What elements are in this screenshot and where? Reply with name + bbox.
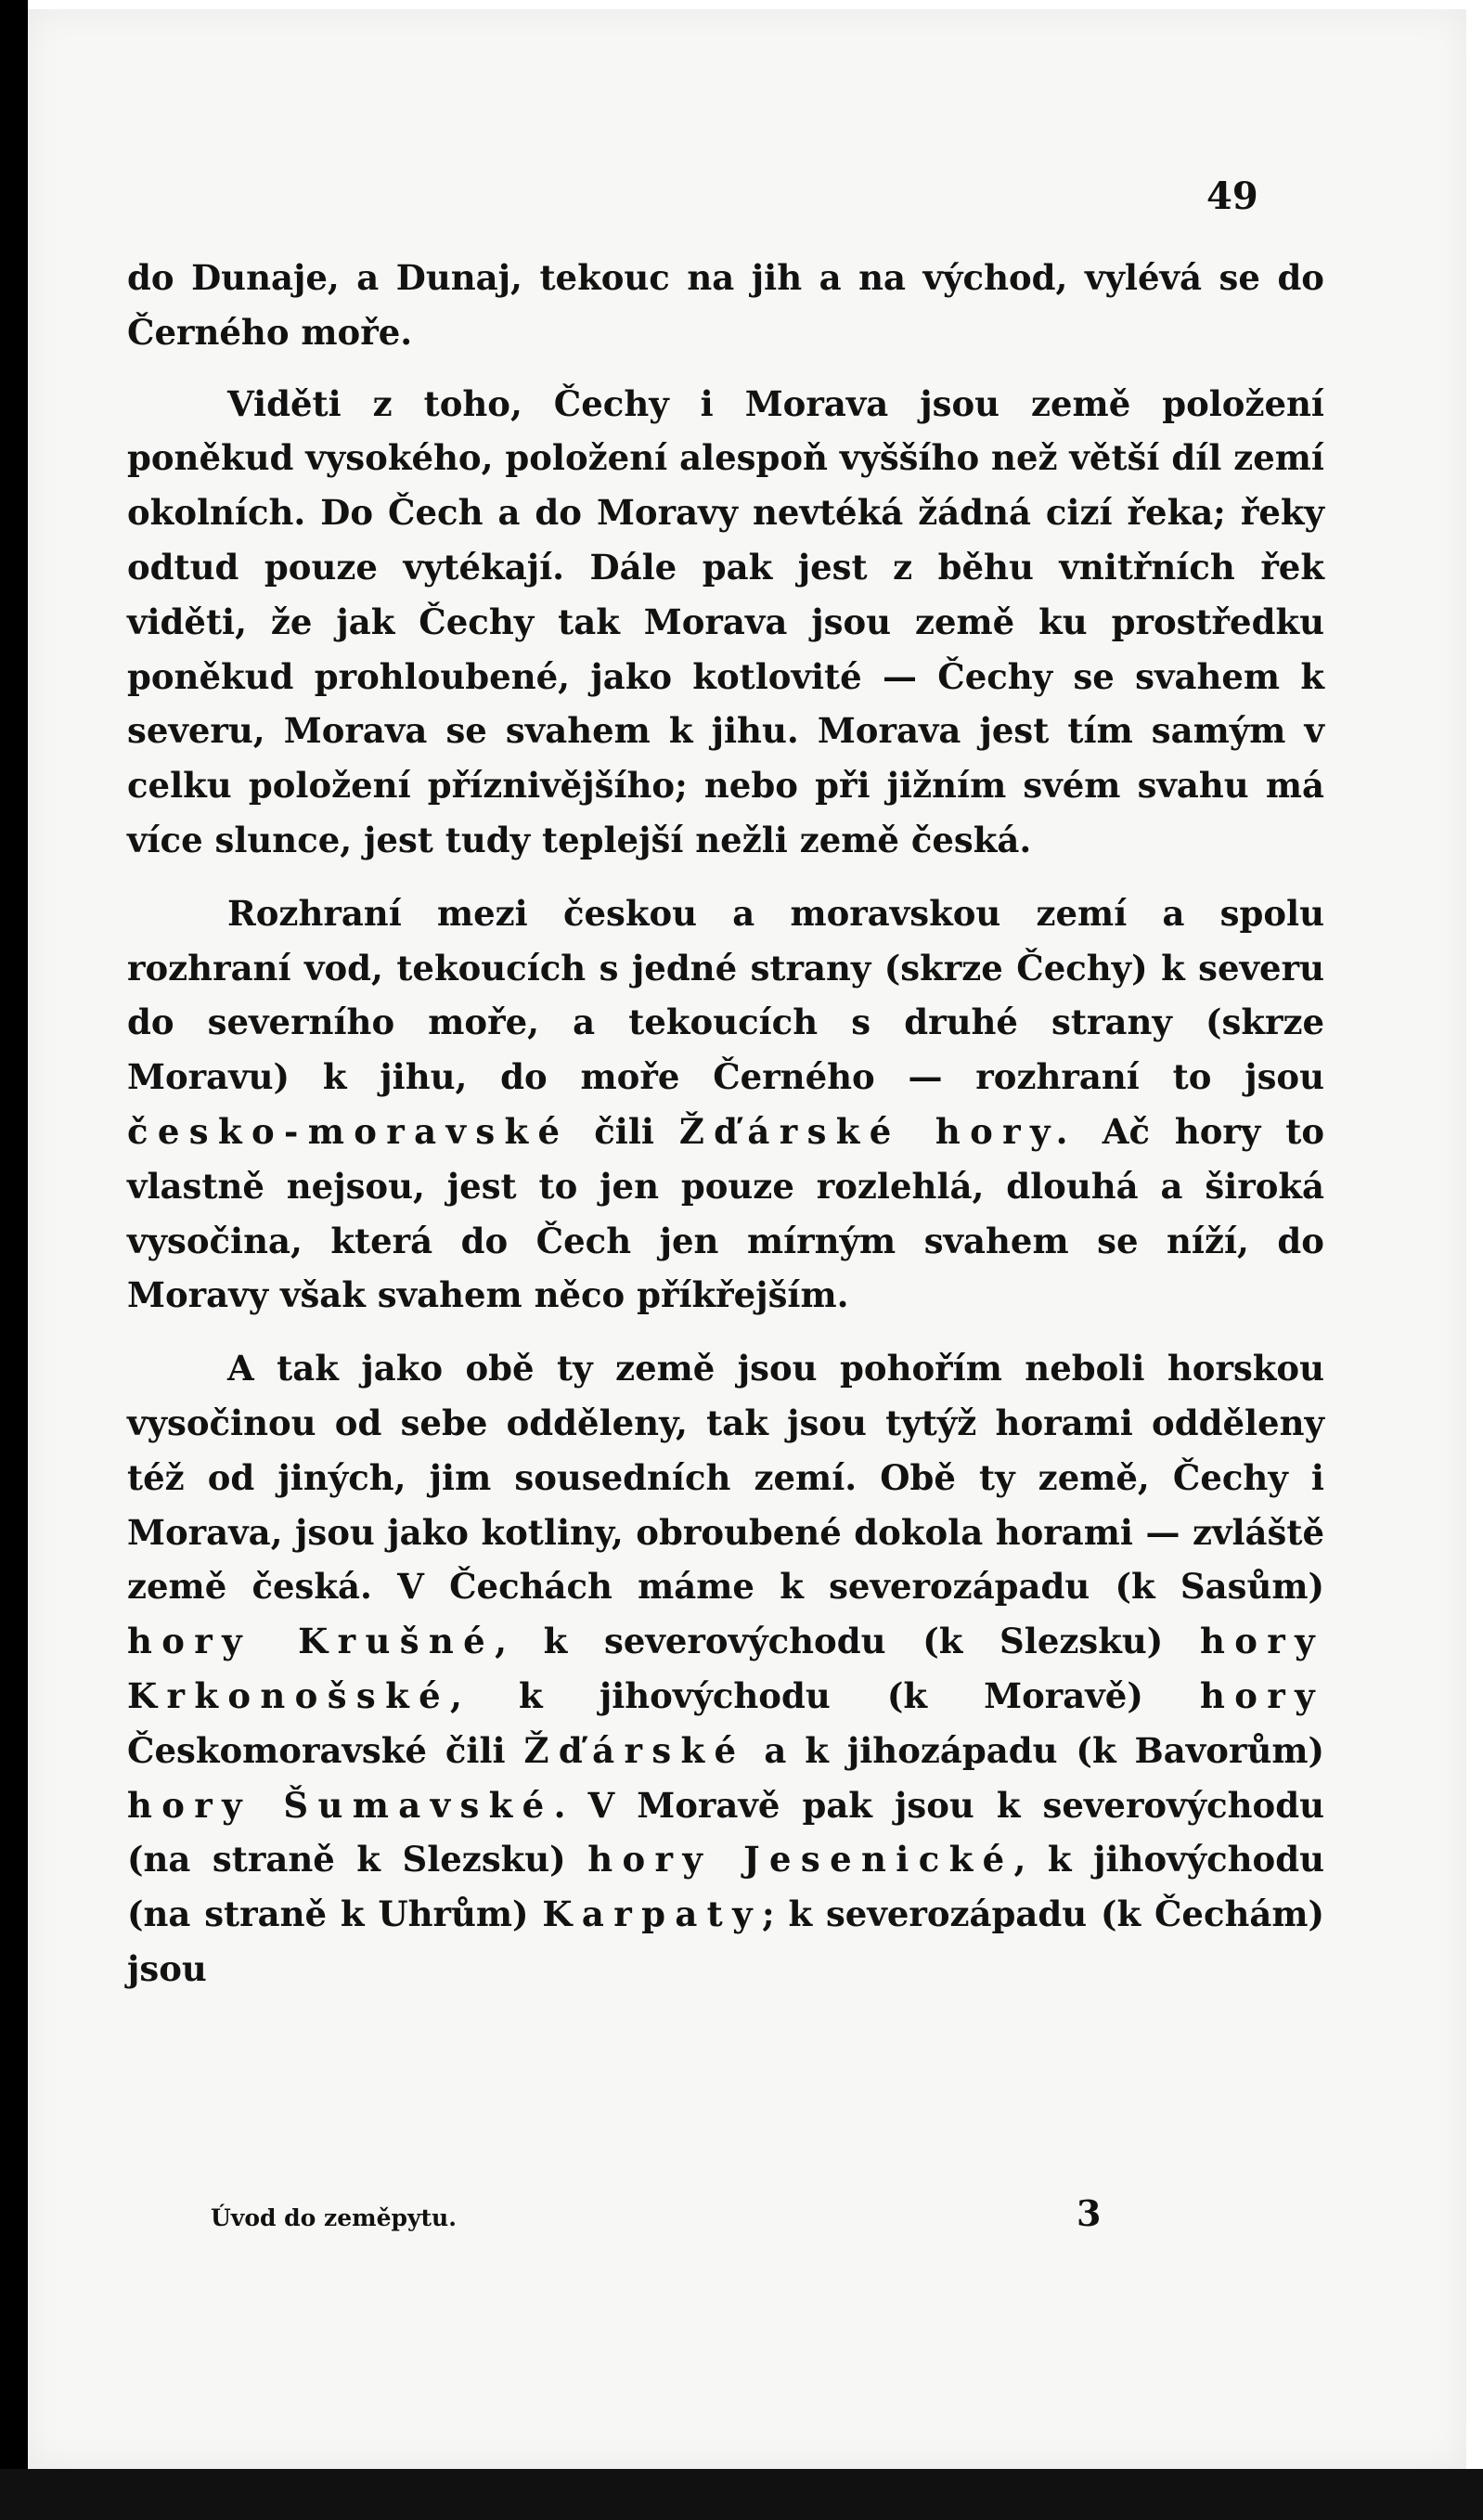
p4-spaced-7: Karpaty xyxy=(542,1893,762,1935)
paragraph-3 xyxy=(127,886,1324,1323)
p4-text-8: ; k severozápadu (k Čechám) jsou xyxy=(127,1893,1325,1989)
scan-bottom-edge xyxy=(0,2469,1483,2520)
p4-spaced-6: hory Jesenické xyxy=(587,1839,1014,1880)
p3-spaced-2: Žďárské hory. xyxy=(678,1110,1077,1152)
p4-text-1: A tak jako obě ty země jsou pohořím neboli horskou vysočinou od sebe odděleny, tak jsou tytýž horami odděleny též od jiných, jim sousedních zemí. Obě ty země, Čechy i Morava, jsou jako kotliny, obroubené dokola horami — zvláště země česká. V Čechách máme k severozápadu (k Sasům) xyxy=(127,1348,1324,1608)
p4-spaced-3: hory xyxy=(1199,1674,1324,1716)
p4-text-4: Českomoravské čili xyxy=(127,1729,524,1771)
p4-spaced-4: Žďárské xyxy=(523,1729,746,1771)
p3-text-2: čili xyxy=(569,1110,679,1152)
p4-text-2: , k severovýchodu (k Slezsku) xyxy=(495,1621,1200,1662)
paragraph-4 xyxy=(127,1341,1324,1997)
p4-spaced-5: hory Šumavské xyxy=(127,1784,554,1826)
paragraph-1: do Dunaje, a Dunaj, tekouc na jih a na východ, vylévá se do Černého moře. xyxy=(127,257,1324,353)
footer-signature-mark: 3 xyxy=(1077,2192,1102,2234)
p4-spaced-2: hory Krkonošské xyxy=(127,1621,1324,1716)
scan-left-edge xyxy=(0,0,28,2520)
p3-spaced-1: česko-moravské xyxy=(127,1110,570,1152)
p3-text-1: Rozhraní mezi českou a moravskou zemí a spolu rozhraní vod, tekoucích s jedné strany (skrze Čechy) k severu do severního moře, a tekoucích s druhé strany (skrze Moravu) k jihu, do moře Černého — rozhraní to jsou xyxy=(127,892,1324,1098)
book-page xyxy=(28,9,1466,2469)
paragraph-2: Viděti z toho, Čechy i Morava jsou země položení poněkud vysokého, položení alespoň vyššího než větší díl zemí okolních. Do Čech a do Moravy nevtéká žádná cizí řeka; řeky odtud pouze vytékají. Dále pak jest z běhu vnitřních řek viděti, že jak Čechy tak Morava jsou země ku prostředku poněkud prohloubené, jako kotlovité — Čechy se svahem k severu, Morava se svahem k jihu. Morava jest tím samým v celku položení příznivějšího; nebo při jižním svém svahu má více slunce, jest tudy teplejší nežli země česká. xyxy=(127,382,1324,860)
footer-book-title: Úvod do zeměpytu. xyxy=(211,2204,457,2231)
p4-text-7: , k jihovýchodu (na straně k Uhrům) xyxy=(127,1839,1325,1935)
p3-text-3: Ač hory to vlastně nejsou, jest to jen pouze rozlehlá, dlouhá a široká vysočina, která do Čech jen mírným svahem se níží, do Moravy však svahem něco příkřejším. xyxy=(127,1110,1325,1316)
body-text xyxy=(127,251,1324,1997)
p4-spaced-1: hory Krušné xyxy=(127,1621,496,1662)
p4-text-5: a k jihozápadu (k Bavorům) xyxy=(745,1729,1324,1771)
p4-text-6: . V Moravě pak jsou k severovýchodu (na straně k Slezsku) xyxy=(127,1784,1324,1880)
page-number: 49 xyxy=(1206,174,1258,218)
p4-text-3: , k jihovýchodu (k Moravě) xyxy=(449,1674,1200,1716)
